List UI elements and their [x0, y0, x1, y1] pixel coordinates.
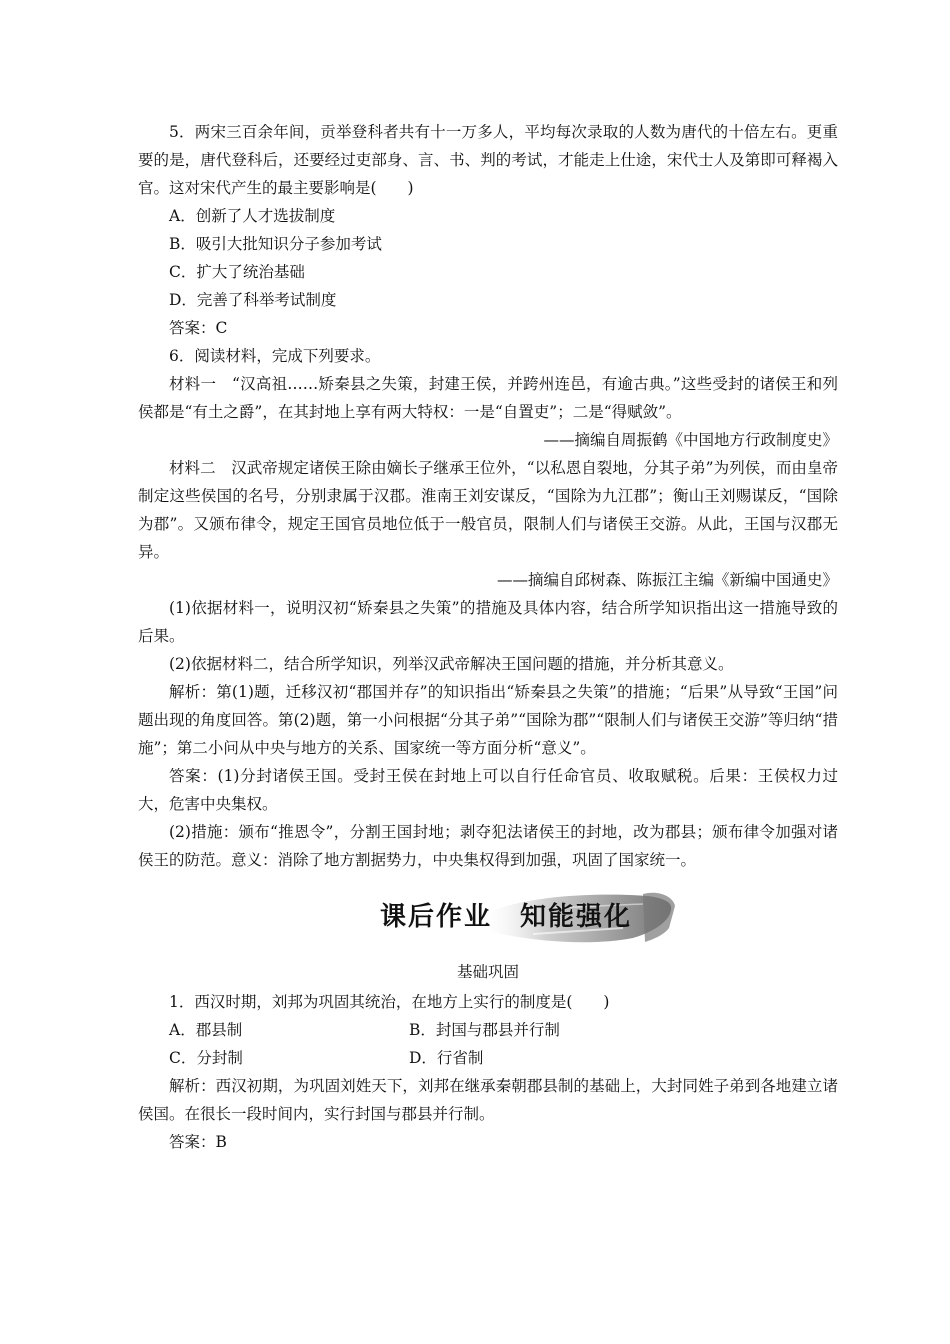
question-5-option-c: C．扩大了统治基础	[169, 263, 305, 281]
section-subheading: 基础巩固	[456, 963, 519, 981]
question-5-answer: 答案：C	[169, 319, 228, 337]
question-5-option-d: D．完善了科举考试制度	[169, 291, 337, 309]
page-content	[138, 118, 838, 1156]
question-6-stem: 6．阅读材料，完成下列要求。	[169, 347, 381, 365]
question-5-option-b: B．吸引大批知识分子参加考试	[169, 235, 382, 253]
question-1-option-b: B．封国与郡县并行制	[409, 1021, 560, 1039]
question-1-option-c: C．分封制	[169, 1049, 243, 1067]
question-1-answer: 答案：B	[169, 1133, 227, 1151]
material-1: 材料一 “汉高祖……矫秦县之失策，封建王侯，并跨州连邑，有逾古典。”这些受封的诸侯王和列侯都是“有土之爵”，在其封地上享有两大特权：一是“自置吏”；二是“得赋敛”。	[138, 375, 838, 421]
material-1-source: ——摘编自周振鹤《中国地方行政制度史》	[543, 431, 838, 449]
material-2: 材料二 汉武帝规定诸侯王除由嫡长子继承王位外，“以私恩自裂地，分其子弟”为列侯，而由皇帝制定这些侯国的名号，分别隶属于汉郡。淮南王刘安谋反，“国除为九江郡”；衡山王刘赐谋反，“国除为郡”。又颁布律令，规定王国官员地位低于一般官员，限制人们与诸侯王交游。从此，王国与汉郡无异。	[138, 459, 838, 561]
requirement-1: (1)依据材料一，说明汉初“矫秦县之失策”的措施及具体内容，结合所学知识指出这一措施导致的后果。	[138, 599, 838, 645]
requirement-2: (2)依据材料二，结合所学知识，列举汉武帝解决王国问题的措施，并分析其意义。	[169, 655, 734, 673]
section-banner	[138, 880, 838, 958]
question-1-analysis: 解析：西汉初期，为巩固刘姓天下，刘邦在继承秦朝郡县制的基础上，大封同姓子弟到各地建立诸侯国。在很长一段时间内，实行封国与郡县并行制。	[138, 1077, 838, 1123]
question-1-option-d: D．行省制	[409, 1049, 484, 1067]
question-6-answer-2: (2)措施：颁布“推恩令”，分割王国封地；剥夺犯法诸侯王的封地，改为郡县；颁布律令加强对诸侯王的防范。意义：消除了地方割据势力，中央集权得到加强，巩固了国家统一。	[138, 823, 838, 869]
section-banner-title: 课后作业 知能强化	[380, 902, 633, 932]
question-1-options-row-1	[138, 1016, 838, 1044]
question-6-analysis: 解析：第(1)题，迁移汉初“郡国并存”的知识指出“矫秦县之失策”的措施；“后果”从导致“王国”问题出现的角度回答。第(2)题，第一小问根据“分其子弟”“国除为郡”“限制人们与诸侯王交游”等归纳“措施”；第二小问从中央与地方的关系、国家统一等方面分析“意义”。	[138, 683, 838, 757]
material-2-source: ——摘编自邱树森、陈振江主编《新编中国通史》	[496, 571, 838, 589]
question-5-option-a: A．创新了人才选拔制度	[169, 207, 336, 225]
question-6-answer-1: 答案：(1)分封诸侯王国。受封王侯在封地上可以自行任命官员、收取赋税。后果：王侯权力过大，危害中央集权。	[138, 767, 838, 813]
question-1-options-row-2	[138, 1044, 838, 1072]
question-1-option-a: A．郡县制	[169, 1021, 243, 1039]
question-1-stem: 1．西汉时期，刘邦为巩固其统治，在地方上实行的制度是( )	[169, 993, 610, 1011]
question-5-stem: 5．两宋三百余年间，贡举登科者共有十一万多人，平均每次录取的人数为唐代的十倍左右。更重要的是，唐代登科后，还要经过吏部身、言、书、判的考试，才能走上仕途，宋代士人及第即可释褐入官。这对宋代产生的最主要影响是( )	[138, 123, 838, 197]
